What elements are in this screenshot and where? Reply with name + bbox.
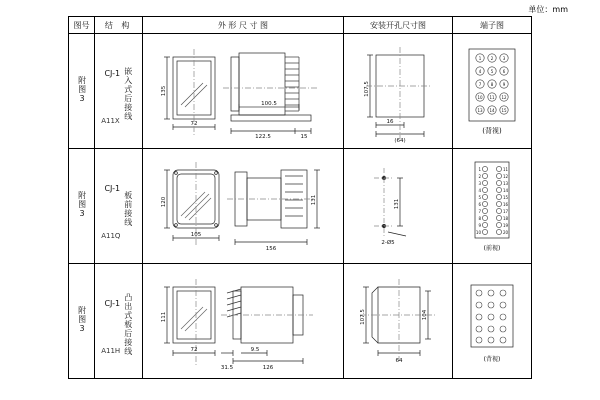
svg-text:107.5: 107.5: [363, 80, 370, 97]
svg-text:1: 1: [478, 166, 481, 172]
row-number-cell: [69, 34, 95, 149]
svg-text:11: 11: [502, 166, 509, 172]
terminal-view-label-2: (前视): [483, 244, 501, 252]
svg-text:156: 156: [265, 245, 277, 252]
svg-text:(64): (64): [394, 137, 406, 144]
svg-text:12: 12: [501, 94, 507, 100]
table-row: [69, 264, 532, 379]
row-number-cell: [69, 149, 95, 264]
svg-text:14: 14: [502, 187, 509, 193]
row-mounting-cell: [343, 264, 452, 379]
mounting-drawing-3: [344, 265, 452, 378]
svg-text:104: 104: [421, 309, 428, 320]
svg-text:4: 4: [478, 187, 481, 193]
row-structure-cell: [95, 149, 143, 264]
svg-text:11: 11: [489, 94, 495, 100]
outline-drawing-3: [143, 265, 343, 378]
svg-text:135: 135: [160, 85, 167, 96]
svg-text:105: 105: [190, 231, 202, 238]
table-row: [69, 34, 532, 149]
unit-note: 单位：mm: [528, 5, 568, 14]
terminal-drawing-2: [453, 150, 531, 263]
svg-text:9: 9: [502, 81, 506, 87]
row-terminal-cell: [452, 149, 531, 264]
mounting-drawing-2: [344, 150, 452, 263]
svg-text:9.5: 9.5: [250, 346, 260, 353]
structure-title: CJ-1: [104, 69, 121, 78]
svg-text:5: 5: [478, 194, 481, 200]
svg-text:19: 19: [502, 222, 509, 228]
outline-drawing-2: [143, 150, 343, 263]
table-header-row: [69, 17, 532, 34]
svg-text:15: 15: [502, 194, 509, 200]
outline-drawing-1: [143, 35, 343, 148]
svg-text:120: 120: [160, 196, 167, 207]
svg-text:100.5: 100.5: [261, 100, 277, 107]
svg-text:10: 10: [477, 94, 483, 100]
specification-table: [68, 16, 532, 379]
row-outline-cell: [142, 34, 343, 149]
structure-title: CJ-1: [104, 184, 121, 193]
svg-text:2-Ø5: 2-Ø5: [381, 239, 395, 246]
table-header: [69, 17, 532, 34]
row-terminal-cell: [452, 264, 531, 379]
row-number-label: 附图3: [77, 76, 87, 104]
svg-text:12: 12: [502, 173, 509, 179]
svg-text:20: 20: [502, 229, 509, 235]
terminal-drawing-1: [453, 35, 531, 148]
svg-text:2: 2: [478, 173, 481, 179]
svg-text:7: 7: [478, 81, 482, 87]
row-structure-cell: [95, 34, 143, 149]
structure-description: 嵌入式后接线: [123, 67, 133, 121]
terminal-drawing-3: [453, 265, 531, 378]
column-header-num: 图号: [69, 17, 95, 34]
svg-text:3: 3: [478, 180, 481, 186]
svg-text:3: 3: [502, 55, 506, 61]
structure-code: A11Q: [101, 232, 121, 240]
svg-text:6: 6: [478, 201, 481, 207]
row-number-label: 附图3: [77, 191, 87, 219]
svg-text:131: 131: [393, 198, 400, 209]
svg-text:64: 64: [395, 357, 403, 364]
svg-text:126: 126: [262, 364, 274, 371]
svg-text:8: 8: [490, 81, 494, 87]
row-outline-cell: [142, 149, 343, 264]
svg-text:72: 72: [190, 346, 198, 353]
svg-text:15: 15: [501, 107, 507, 113]
svg-text:18: 18: [502, 215, 509, 221]
column-header-outline: 外 形 尺 寸 图: [142, 17, 343, 34]
svg-text:16: 16: [386, 118, 394, 125]
svg-text:7: 7: [478, 208, 481, 214]
svg-text:111: 111: [160, 311, 167, 322]
svg-text:8: 8: [478, 215, 481, 221]
svg-text:17: 17: [502, 208, 509, 214]
terminal-view-label-1: (背视): [482, 126, 502, 135]
svg-text:9: 9: [478, 222, 481, 228]
svg-text:16: 16: [502, 201, 509, 207]
svg-text:10: 10: [475, 229, 481, 235]
svg-text:14: 14: [489, 107, 495, 113]
column-header-mounting: 安装开孔尺寸图: [343, 17, 452, 34]
svg-text:1: 1: [478, 55, 482, 61]
svg-text:72: 72: [190, 120, 198, 127]
svg-text:4: 4: [478, 68, 482, 74]
column-header-structure: 结 构: [95, 17, 143, 34]
row-outline-cell: [142, 264, 343, 379]
structure-code: A11X: [101, 117, 120, 125]
svg-text:107.5: 107.5: [359, 308, 366, 325]
svg-text:13: 13: [477, 107, 483, 113]
svg-text:31.5: 31.5: [220, 364, 234, 371]
table-row: [69, 149, 532, 264]
row-mounting-cell: [343, 34, 452, 149]
svg-text:13: 13: [502, 180, 509, 186]
structure-code: A11H: [101, 347, 121, 355]
row-structure-cell: [95, 264, 143, 379]
structure-title: CJ-1: [104, 299, 121, 308]
row-number-cell: [69, 264, 95, 379]
row-number-label: 附图3: [77, 306, 87, 334]
row-terminal-cell: [452, 34, 531, 149]
terminal-view-label-3: (背视): [483, 355, 501, 363]
table-body: [69, 34, 532, 379]
mounting-drawing-1: [344, 35, 452, 148]
svg-text:131: 131: [310, 194, 317, 205]
svg-text:5: 5: [490, 68, 494, 74]
svg-text:2: 2: [490, 55, 494, 61]
structure-description: 凸出式板后接线: [123, 292, 133, 356]
structure-description: 板前接线: [123, 191, 133, 227]
row-mounting-cell: [343, 149, 452, 264]
svg-text:15: 15: [300, 133, 308, 140]
svg-text:6: 6: [502, 68, 506, 74]
column-header-terminal: 端子图: [452, 17, 531, 34]
svg-text:122.5: 122.5: [255, 133, 271, 140]
